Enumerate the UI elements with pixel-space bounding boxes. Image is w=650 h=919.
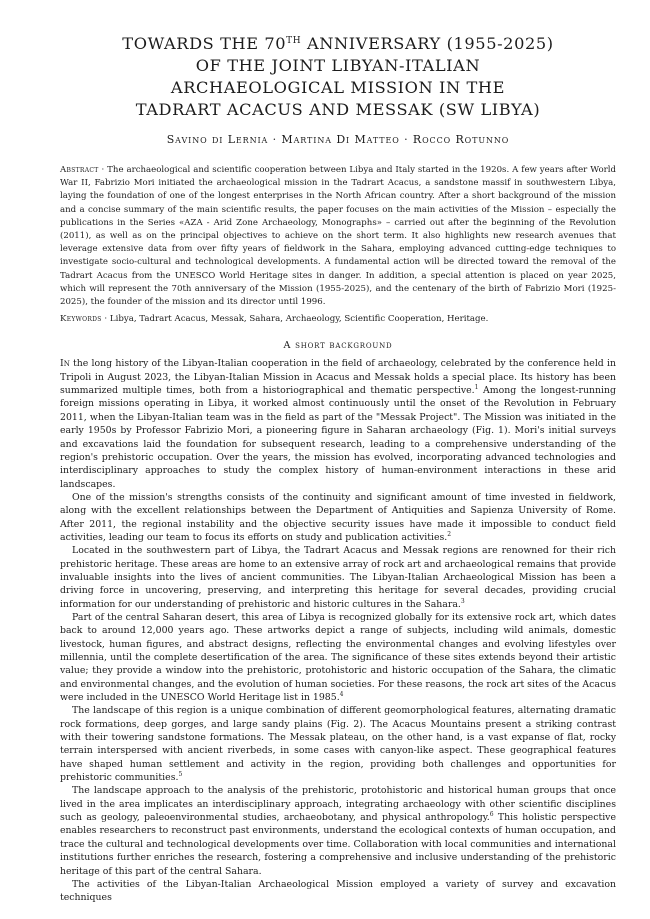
author-list: Savino di Lernia · Martina Di Matteo · Rocco Rotunno (166, 133, 510, 146)
paper-title (60, 30, 616, 121)
paper-page (60, 30, 616, 905)
footnote-ref[interactable]: 2 (447, 530, 452, 538)
abstract-text: · The archaeological and scientific cooperation between Libya and Italy started in the 1920s. A few years after World War II, Fabrizio Mori initiated the archaeological mission in the Tadrart Acacus, a sandstone massif in southwestern Libya, laying the foundation of one of the longest enterprises in the North African country. After a short background of the mission and a concise summary of the main scientific results, the paper focuses on the main activities of the Mission – especially the publications in the Series «AZA - Arid Zone Archaeology, Monographs» – carried out after the beginning of the Revolution (2011), as well as on the principal objectives to achieve on the short term. It also highlights new research avenues that leverage extensive data from over fifty years of fieldwork in the Sahara, employing advanced cutting-edge techniques to investigate socio-cultural and technological developments. A fundamental action will be directed toward the removal of the Tadrart Acacus from the UNESCO World Heritage sites in danger. In addition, a special attention is placed on year 2025, which will represent the 70th anniversary of the Mission (1955-2025), and the centenary of the birth of Fabrizio Mori (1925-2025), the founder of the mission and its director until 1996. (60, 165, 616, 308)
footnote-ref[interactable]: 5 (178, 771, 183, 779)
paragraph: In the long history of the Libyan-Italian cooperation in the field of archaeology, celebrated by the conference held in Tripoli in August 2023, the Libyan-Italian Mission in Acacus and Messak holds a special place. Its history has been summarized multiple times, both from a historiographical and thematic perspective.$^1$ Among the longest-running foreign missions operating in Libya, it worked almost continuously until the onset of the Revolution in February 2011, when the Libyan-Italian team was in the field as part of the "Messak Project". The Mission was initiated in the early 1950s by Professor Fabrizio Mori, a pioneering figure in Saharan archaeology (Fig. 1). Mori's initial surveys and excavations laid the foundation for subsequent research, leading to a comprehensive understanding of the region's prehistoric occupation. Over the years, the mission has evolved, incorporating advanced technologies and interdisciplinary approaches to study the complex history of human-environment interactions in these arid landscapes. (60, 358, 616, 490)
paragraph: The landscape of this region is a unique combination of different geomorphological features, alternating dramatic rock formations, deep gorges, and large sandy plains (Fig. 2). The Acacus Mountains present a striking contrast with their towering sandstone formations. The Messak plateau, on the other hand, is a vast expanse of flat, rocky terrain interspersed with ancient riverbeds, in some cases with canyon-like aspect. These geographical features have shaped human settlement and activity in the region, providing both challenges and opportunities for prehistoric communities.$^5$ (60, 705, 616, 784)
footnote-ref[interactable]: 6 (489, 811, 494, 819)
paragraph: The landscape approach to the analysis of the prehistoric, protohistoric and historical human groups that once lived in the area implicates an interdisciplinary approach, integrating archaeology with other scientific disciplines such as geology, paleoenvironmental studies, archaeobotany, and physical anthropology.$^6$ This holistic perspective enables researchers to reconstruct past environments, understand the ecological contexts of human occupation, and trace the cultural and technological developments over time. Collaboration with local communities and international institutions further enriches the research, fostering a comprehensive and inclusive understanding of the prehistoric heritage of this part of the central Sahara. (60, 785, 616, 877)
keywords-label: Keywords (60, 314, 102, 325)
section-heading: A short background (283, 340, 393, 352)
keywords (60, 313, 616, 326)
paragraph: Located in the southwestern part of Libya, the Tadrart Acacus and Messak regions are renowned for their rich prehistoric heritage. These areas are home to an extensive array of rock art and archaeological remains that provide invaluable insights into the lives of ancient communities. The Libyan-Italian Archaeological Mission has been a driving force in uncovering, preserving, and interpreting this heritage for several decades, providing crucial information for our understanding of prehistoric and historic cultures in the Sahara.$^3$ (60, 545, 616, 610)
footnote-ref[interactable]: 3 (460, 597, 465, 605)
footnote-ref[interactable]: 4 (339, 691, 344, 699)
paragraph: Part of the central Saharan desert, this area of Libya is recognized globally for its extensive rock art, which dates back to around 12,000 years ago. These artworks depict a range of subjects, including wild animals, domestic livestock, human figures, and abstract designs, reflecting the environmental changes and evolving lifestyles over millennia, until the complete desertification of the area. The significance of these sites extends beyond their artistic value; they provide a window into the prehistoric, protohistoric and historic occupation of the Sahara, the climatic and environmental changes, and the evolution of human societies. For these reasons, the rock art sites of the Acacus were included in the UNESCO World Heritage list in 1985.$^4$ (60, 611, 616, 704)
footnote-ref[interactable]: 1 (474, 384, 479, 392)
keywords-text: · Libya, Tadrart Acacus, Messak, Sahara, Archaeology, Scientific Cooperation, Heritage. (101, 314, 489, 325)
paragraph: One of the mission's strengths consists of the continuity and significant amount of time invested in fieldwork, along with the excellent relationships between the Department of Antiquities and Sapienza University of Rome. After 2011, the regional instability and the objective security issues have made it impossible to conduct field activities, leading our team to focus its efforts on study and publication activities.$^2$ (60, 491, 616, 543)
title-line-4: TADRART ACACUS AND MESSAK (SW LIBYA) (135, 100, 541, 119)
title-line-1: TOWARDS THE 70TH ANNIVERSARY (1955-2025) (122, 34, 554, 53)
abstract (60, 164, 616, 309)
paragraph: The activities of the Libyan-Italian Archaeological Mission employed a variety of survey and excavation techniques (60, 878, 616, 904)
body-text (60, 357, 616, 904)
title-line-2: OF THE JOINT LIBYAN-ITALIAN (195, 56, 481, 75)
title-line-3: ARCHAEOLOGICAL MISSION IN THE (170, 78, 506, 97)
abstract-label: Abstract (60, 165, 99, 175)
